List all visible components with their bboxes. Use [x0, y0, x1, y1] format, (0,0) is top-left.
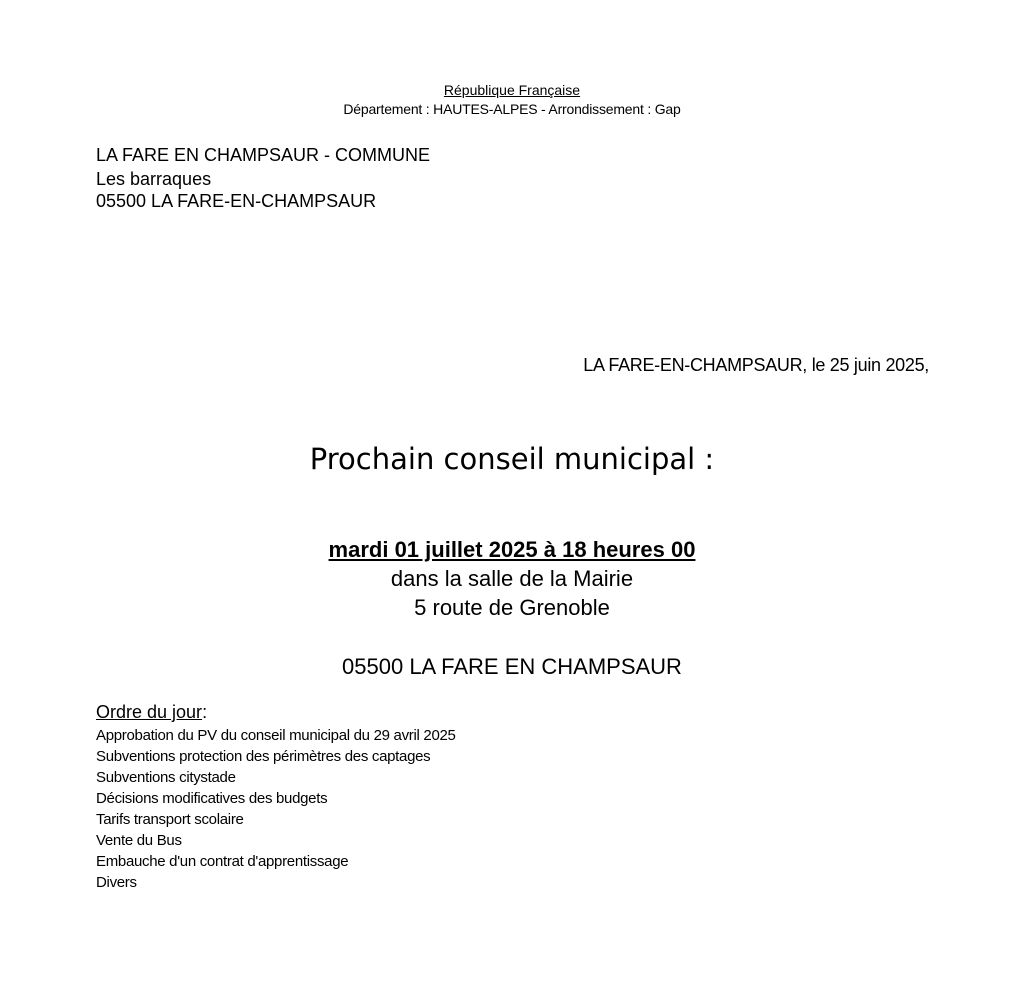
meeting-datetime: mardi 01 juillet 2025 à 18 heures 00: [328, 537, 696, 562]
agenda-item: Divers: [96, 874, 137, 891]
agenda-item: Décisions modificatives des budgets: [96, 790, 328, 807]
agenda-item: Vente du Bus: [96, 832, 182, 849]
agenda-heading-label: Ordre du jour: [96, 702, 203, 722]
meeting-city: 05500 LA FARE EN CHAMPSAUR: [342, 654, 682, 679]
agenda-item: Tarifs transport scolaire: [96, 811, 244, 828]
agenda-heading-suffix: :: [202, 702, 208, 722]
agenda-heading: [96, 702, 207, 723]
sender-city: 05500 LA FARE-EN-CHAMPSAUR: [96, 191, 377, 211]
agenda-item: Embauche d'un contrat d'apprentissage: [96, 853, 349, 870]
agenda-list: [96, 725, 456, 893]
republic-heading: République Française: [443, 82, 581, 98]
sender-street: Les barraques: [96, 169, 212, 189]
meeting-street: 5 route de Grenoble: [414, 595, 610, 620]
agenda-item: Approbation du PV du conseil municipal du 29 avril 2025: [96, 727, 456, 744]
agenda-item: Subventions citystade: [96, 769, 236, 786]
agenda-item: Subventions protection des périmètres des captages: [96, 748, 431, 765]
meeting-title: Prochain conseil municipal :: [309, 442, 715, 476]
place-date: LA FARE-EN-CHAMPSAUR, le 25 juin 2025,: [583, 355, 929, 375]
meeting-room: dans la salle de la Mairie: [390, 566, 634, 591]
department-line: Département : HAUTES-ALPES - Arrondissement : Gap: [343, 101, 681, 117]
sender-name: LA FARE EN CHAMPSAUR - COMMUNE: [96, 145, 431, 165]
